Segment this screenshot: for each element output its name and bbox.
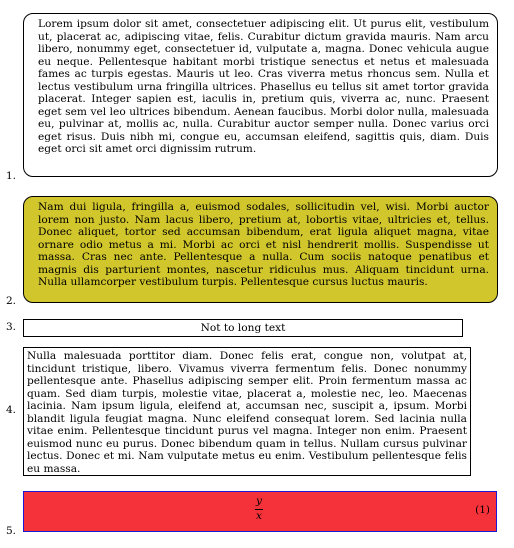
item-number-3: 3.	[6, 321, 17, 333]
item-text-3: Not to long text	[200, 322, 286, 334]
item-text-2: Nam dui ligula, fringilla a, euismod sodales, sollicitudin vel, wisi. Morbi auctor lorem non justo. Nam lacus libero, pretium at, lobortis vitae, ultricies et, tellus. Donec aliquet, tortor sed accumsan bibendum, erat ligula aliquet magna, vitae ornare odio metus a mi. Morbi ac orci et nisl hendrerit mollis. Suspendisse ut massa. Cras nec ante. Pellentesque a nulla. Cum sociis natoque penatibus et magnis dis parturient montes, nascetur ridiculus mus. Aliquam tincidunt urna. Nulla ullamcorper vestibulum turpis. Pellentesque cursus luctus mauris.	[38, 201, 489, 288]
item-box-3	[23, 319, 463, 337]
fraction-numerator: y	[256, 495, 262, 507]
item-box-2	[23, 196, 498, 303]
item-number-2: 2.	[6, 295, 17, 307]
fraction-denominator: x	[256, 510, 262, 522]
equation-label: (1)	[475, 504, 490, 516]
item-number-1: 1.	[6, 170, 17, 182]
item-number-4: 4.	[6, 404, 17, 416]
item-number-5: 5.	[6, 525, 17, 537]
equation-fraction	[253, 496, 265, 522]
item-text-4: Nulla malesuada porttitor diam. Donec felis erat, congue non, volutpat at, tincidunt tristique, libero. Vivamus viverra fermentum felis. Donec nonummy pellentesque ante. Phasellus adipiscing semper elit. Proin fermentum massa ac quam. Sed diam turpis, molestie vitae, placerat a, molestie nec, leo. Maecenas lacinia. Nam ipsum ligula, eleifend at, accumsan nec, suscipit a, ipsum. Morbi blandit ligula feugiat magna. Nunc eleifend consequat lorem. Sed lacinia nulla vitae enim. Pellentesque tincidunt purus vel magna. Integer non enim. Praesent euismod nunc eu purus. Donec bibendum quam in tellus. Nullam cursus pulvinar lectus. Donec et mi. Nam vulputate metus eu enim. Vestibulum pellentesque felis eu massa.	[27, 350, 467, 475]
item-text-1: Lorem ipsum dolor sit amet, consectetuer adipiscing elit. Ut purus elit, vestibulum ut, placerat ac, adipiscing vitae, felis. Curabitur dictum gravida mauris. Nam arcu libero, nonummy eget, consectetuer id, vulputate a, magna. Donec vehicula augue eu neque. Pellentesque habitant morbi tristique senectus et netus et malesuada fames ac turpis egestas. Mauris ut leo. Cras viverra metus rhoncus sem. Nulla et lectus vestibulum urna fringilla ultrices. Phasellus eu tellus sit amet tortor gravida placerat. Integer sapien est, iaculis in, pretium quis, viverra ac, nunc. Praesent eget sem vel leo ultrices bibendum. Aenean faucibus. Morbi dolor nulla, malesuada eu, pulvinar at, mollis ac, nulla. Curabitur auctor semper nulla. Donec varius orci eget risus. Duis nibh mi, congue eu, accumsan eleifend, sagittis quis, diam. Duis eget orci sit amet orci dignissim rutrum.	[38, 18, 489, 155]
item-box-4	[23, 347, 471, 476]
item-box-5	[23, 491, 497, 532]
item-box-1	[23, 13, 498, 177]
